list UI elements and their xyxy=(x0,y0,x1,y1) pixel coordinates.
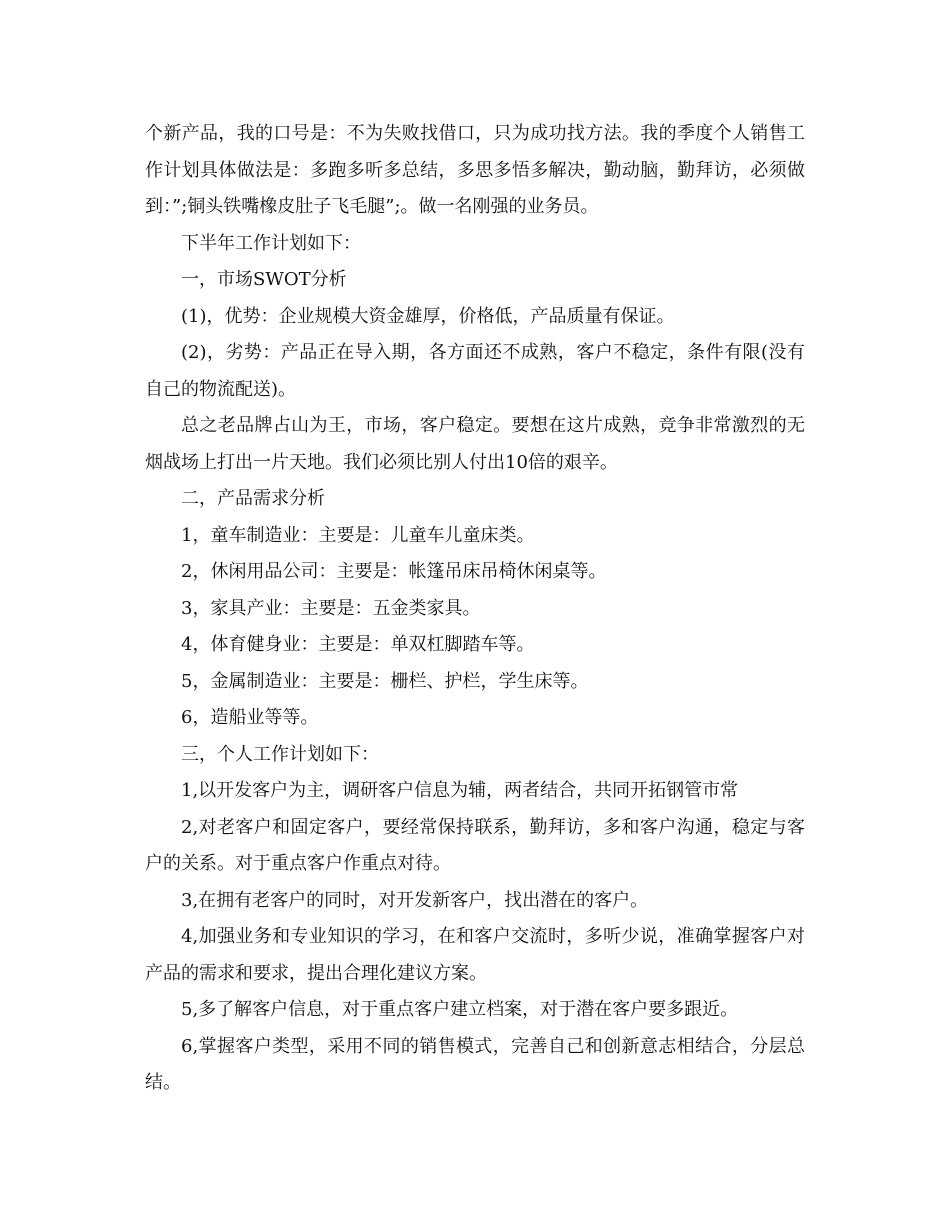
list-item: 4,加强业务和专业知识的学习，在和客户交流时，多听少说，准确掌握客户对产品的需求和要求，提出合理化建议方案。 xyxy=(145,926,805,984)
list-item: 3，家具产业：主要是：五金类家具。 xyxy=(181,597,481,619)
paragraph: (1)，优势：企业规模大资金雄厚，价格低，产品质量有保证。 xyxy=(181,305,675,327)
list-item: 1，童车制造业：主要是：儿童车儿童床类。 xyxy=(181,524,535,546)
list-item: 2,对老客户和固定客户，要经常保持联系，勤拜访，多和客户沟通，稳定与客户的关系。对于重点客户作重点对待。 xyxy=(145,816,805,874)
section-heading: 三，个人工作计划如下： xyxy=(181,743,379,765)
list-item: 1,以开发客户为主，调研客户信息为辅，两者结合，共同开拓钢管市常 xyxy=(181,780,739,801)
paragraph: 总之老品牌占山为王，市场，客户稳定。要想在这片成熟，竞争非常激烈的无烟战场上打出一片天地。我们必须比别人付出10倍的艰辛。 xyxy=(145,415,805,473)
list-item: 6，造船业等等。 xyxy=(181,707,319,728)
list-item: 5，金属制造业：主要是：栅栏、护栏，学生床等。 xyxy=(181,670,589,692)
list-item: 3,在拥有老客户的同时，对开发新客户，找出潜在的客户。 xyxy=(181,889,649,911)
list-item: 6,掌握客户类型，采用不同的销售模式，完善自己和创新意志相结合，分层总结。 xyxy=(145,1035,805,1093)
list-item: 2，休闲用品公司：主要是：帐篷吊床吊椅休闲桌等。 xyxy=(181,561,607,582)
section-heading: 一，市场SWOT分析 xyxy=(181,269,347,290)
paragraph: 下半年工作计划如下： xyxy=(181,232,361,254)
list-item: 4，体育健身业：主要是：单双杠脚踏车等。 xyxy=(181,634,535,655)
list-item: 5,多了解客户信息，对于重点客户建立档案，对于潜在客户要多跟近。 xyxy=(181,999,739,1020)
document-body xyxy=(145,116,805,1102)
section-heading: 二，产品需求分析 xyxy=(181,488,325,509)
paragraph: (2)，劣势：产品正在导入期，各方面还不成熟，客户不稳定，条件有限(没有自己的物流配送)。 xyxy=(145,342,805,400)
paragraph: 个新产品，我的口号是：不为失败找借口，只为成功找方法。我的季度个人销售工作计划具体做法是：多跑多听多总结，多思多悟多解决，勤动脑，勤拜访，必须做到：”;铜头铁嘴橡皮肚子飞毛腿”;。做一名刚强的业务员。 xyxy=(145,123,805,217)
